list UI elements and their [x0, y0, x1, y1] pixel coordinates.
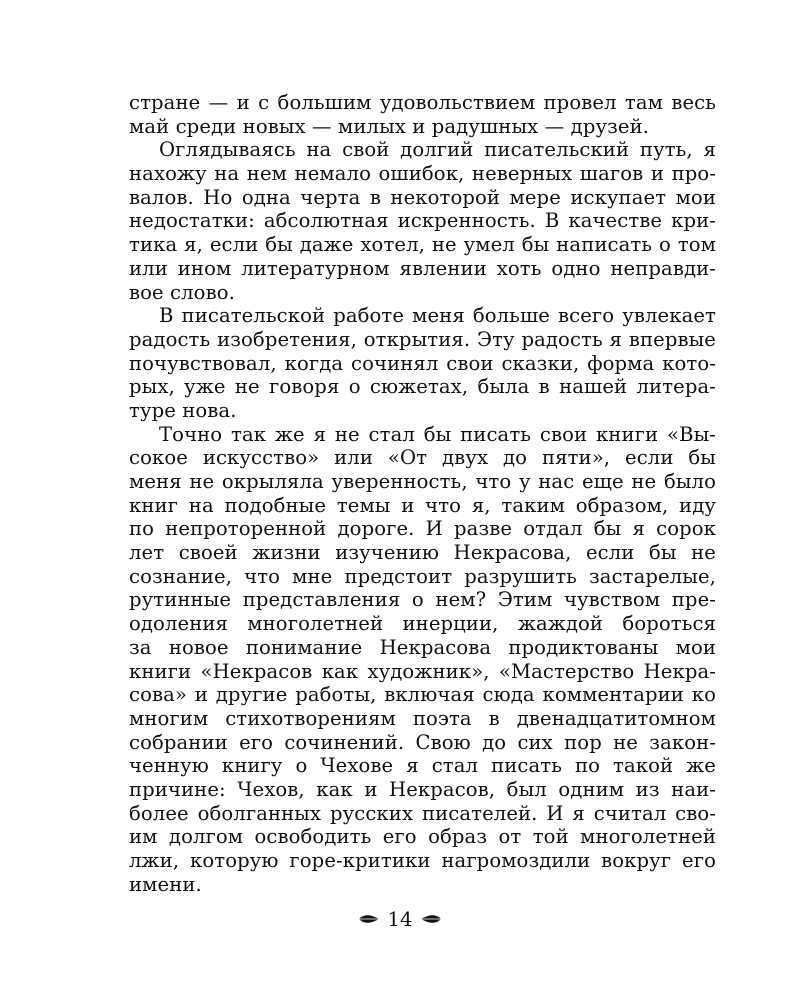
text-line: лжи, которую горе-критики нагромоздили вокруг его	[129, 849, 716, 872]
text-line: лет своей жизни изучению Некрасова, если бы не	[129, 541, 716, 565]
text-line: нахожу на нем немало ошибок, неверных шагов и про-	[129, 162, 716, 186]
text-line: Точно так же я не стал бы писать свои книги «Вы-	[159, 422, 716, 446]
text-line: многим стихотворениям поэта в двенадцатитомном	[129, 706, 716, 730]
text-line: рутинные представления о нем? Этим чувством пре-	[129, 588, 716, 612]
text-line: Оглядываясь на свой долгий писательский путь, я	[159, 138, 716, 162]
body-text	[129, 91, 716, 896]
text-line: туре нова.	[129, 398, 237, 422]
text-line: радость изобретения, открытия. Эту радость я впервые	[129, 327, 716, 351]
text-line: сознание, что мне предстоит разрушить застарелые,	[129, 564, 716, 588]
text-line: вое слово.	[129, 280, 235, 304]
text-line: имени.	[129, 872, 202, 896]
text-line: сова» и другие работы, включая сюда комментарии ко	[129, 683, 716, 707]
text-line: собрании его сочинений. Свою до сих пор не закон-	[129, 730, 716, 754]
page-footer	[0, 907, 800, 931]
page-number-group	[358, 908, 443, 931]
right-leaf-ornament-icon	[420, 913, 442, 925]
text-line: им долгом освободить его образ от той многолетней	[129, 825, 716, 849]
text-line: В писательской работе меня больше всего увлекает	[159, 304, 716, 328]
text-line: стране — и с большим удовольствием провел там весь	[129, 91, 716, 114]
text-line: недостатки: абсолютная искренность. В качестве кри-	[129, 209, 716, 233]
text-line: одоления многолетней инерции, жаждой бороться	[129, 612, 716, 636]
text-line: валов. Но одна черта в некоторой мере искупает мои	[129, 185, 716, 209]
text-line: книг на подобные темы и что я, таким образом, иду	[129, 493, 716, 517]
text-line: книги «Некрасов как художник», «Мастерство Некра-	[129, 659, 716, 683]
text-line: более оболганных русских писателей. И я считал сво-	[129, 801, 716, 825]
text-line: май среди новых — милых и радушных — друзей.	[129, 114, 650, 138]
text-line: за новое понимание Некрасова продиктованы мои	[129, 635, 716, 659]
text-line: по непроторенной дороге. И разве отдал бы я сорок	[129, 517, 716, 541]
page-number: 14	[387, 907, 413, 931]
text-line: меня не окрыляла уверенность, что у нас еще не было	[129, 470, 716, 493]
text-line: или ином литературном явлении хоть одно неправди-	[129, 256, 716, 280]
text-line: сокое искусство» или «От двух до пяти», если бы	[129, 446, 716, 470]
text-line: ченную книгу о Чехове я стал писать по такой же	[129, 754, 716, 778]
text-line: почувствовал, когда сочинял свои сказки, форма кото-	[129, 351, 716, 375]
text-line: причине: Чехов, как и Некрасов, был одним из наи-	[129, 777, 716, 801]
left-leaf-ornament-icon	[358, 913, 380, 925]
text-line: тика я, если бы даже хотел, не умел бы написать о том	[129, 233, 716, 257]
text-line: рых, уже не говоря о сюжетах, была в нашей литера-	[129, 375, 716, 399]
